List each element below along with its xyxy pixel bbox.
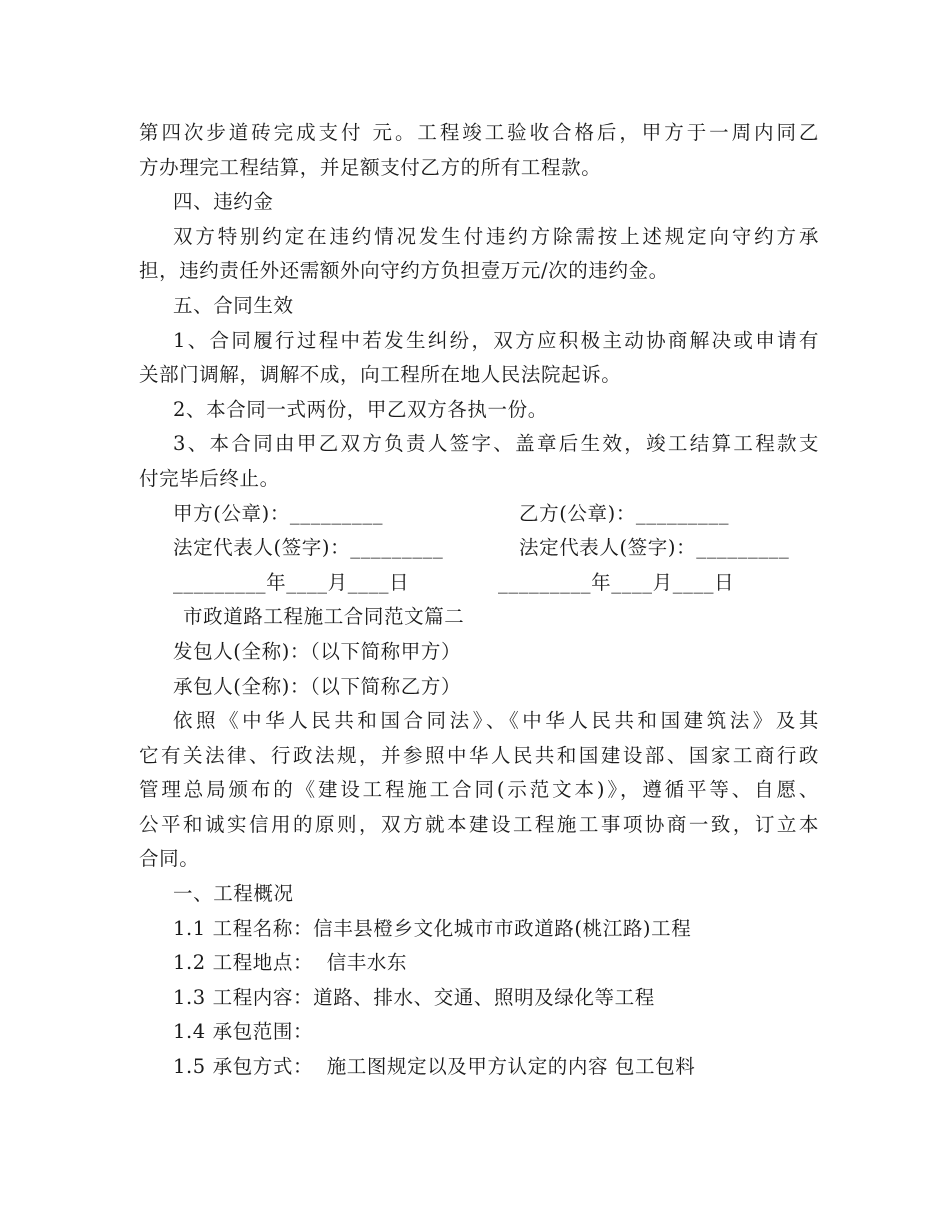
overview-item: 1.3 工程内容：道路、排水、交通、照明及绿化等工程 [173,985,655,1009]
party-a-seal: 甲方(公章)：_________ [173,501,384,525]
paragraph-line: 1、合同履行过程中若发生纠纷，双方应积极主动协商解决或申请有 [173,328,819,352]
signature-row-date [139,566,819,601]
intro-line: 依照《中华人民共和国合同法》、《中华人民共和国建筑法》及其 [173,709,819,733]
party-b-seal: 乙方(公章)：_________ [519,501,730,525]
paragraph-line: 第四次步道砖完成支付 元。工程竣工验收合格后，甲方于一周内同乙 [139,121,819,144]
overview-item: 1.1 工程名称：信丰县橙乡文化城市市政道路(桃江路)工程 [173,916,692,940]
section-heading-effect: 五、合同生效 [173,293,294,317]
overview-item: 1.5 承包方式： 施工图规定以及甲方认定的内容 包工包料 [173,1055,696,1079]
overview-item: 1.4 承包范围： [173,1020,314,1044]
intro-line: 公平和诚实信用的原则，双方就本建设工程施工事项协商一致，订立本 [139,812,819,836]
paragraph-line: 担，违约责任外还需额外向守约方负担壹万元/次的违约金。 [139,259,669,283]
signature-row-representative [139,531,819,566]
party-b-date: _________年____月____日 [498,570,735,594]
paragraph-line: 付完毕后终止。 [139,466,280,490]
paragraph-line: 3、本合同由甲乙双方负责人签字、盖章后生效，竣工结算工程款支 [173,432,819,456]
employer-line: 发包人(全称)：（以下简称甲方） [173,639,462,663]
intro-line: 它有关法律、行政法规，并参照中华人民共和国建设部、国家工商行政 [139,743,819,767]
contractor-line: 承包人(全称)：（以下简称乙方） [173,674,462,698]
signature-row-seal [139,497,819,532]
party-a-representative: 法定代表人(签字)：_________ [173,536,444,560]
intro-line: 合同。 [139,847,200,871]
intro-line: 管理总局颁布的《建设工程施工合同(示范文本)》，遵循平等、自愿、 [139,778,819,802]
party-a-date: _________年____月____日 [173,570,410,594]
overview-heading: 一、工程概况 [173,882,294,906]
paragraph-line: 2、本合同一式两份，甲乙双方各执一份。 [173,397,548,421]
overview-item: 1.2 工程地点： 信丰水东 [173,951,408,975]
section-heading-penalty: 四、违约金 [173,190,274,214]
section-title: 市政道路工程施工合同范文篇二 [183,605,465,629]
paragraph-line: 关部门调解，调解不成，向工程所在地人民法院起诉。 [139,363,622,387]
paragraph-line: 方办理完工程结算，并足额支付乙方的所有工程款。 [139,155,602,179]
party-b-representative: 法定代表人(签字)：_________ [519,536,790,560]
document-body [139,116,819,1085]
paragraph-line: 双方特别约定在违约情况发生付违约方除需按上述规定向守约方承 [173,224,819,248]
